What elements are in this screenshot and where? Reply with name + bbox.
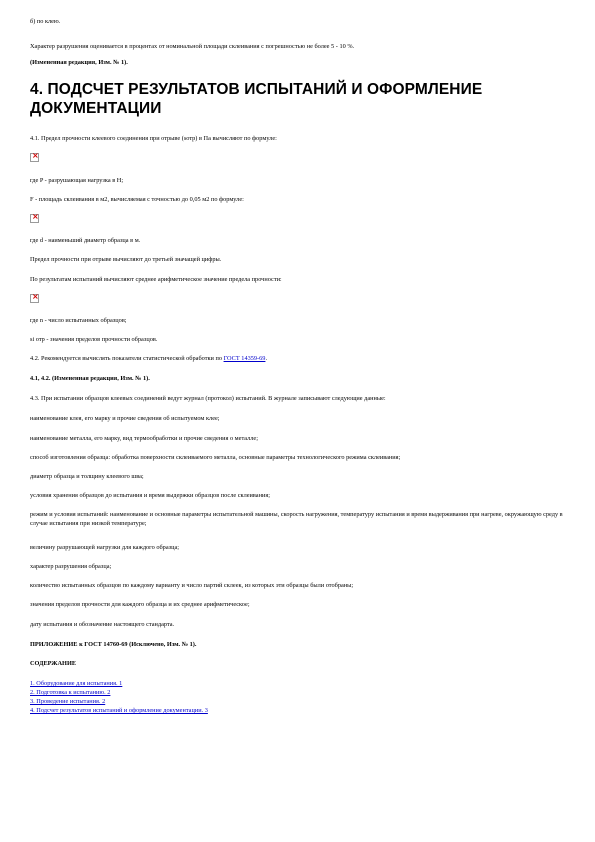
text-line: дату испытания и обозначение настоящего стандарта.	[30, 621, 175, 628]
text-line: 4.1. Предел прочности клеевого соединения при отрыве (sотр) в Па вычисляют по формуле:	[30, 135, 277, 142]
text-line: величину разрушающей нагрузки для каждого образца;	[30, 544, 180, 551]
toc-link-2[interactable]: 2. Подготовка к испытанию. 2	[30, 689, 111, 696]
section-heading: 4. ПОДСЧЕТ РЕЗУЛЬТАТОВ ИСПЫТАНИЙ И ОФОРМЛЕНИЕ ДОКУМЕНТАЦИИ	[30, 81, 483, 117]
broken-image-icon	[30, 294, 39, 303]
text-line: Характер разрушения оценивается в процентах от номинальной площади склеивания с погрешностью не более 5 - 10 %.	[30, 43, 355, 50]
text-line: где d - наименьший диаметр образца в м.	[30, 237, 141, 244]
toc-link-4[interactable]: 4. Подсчет результатов испытаний и оформление документации. 3	[30, 707, 208, 714]
text-line: наименование клея, его марку и прочие сведения об испытуемом клее;	[30, 415, 220, 422]
text-line	[30, 354, 565, 363]
text-line: si отр - значения пределов прочности образцов.	[30, 336, 158, 343]
text-fragment: .	[265, 355, 268, 362]
text-line: б) по клею.	[30, 18, 61, 25]
text-line: где n - число испытанных образцов;	[30, 317, 127, 324]
text-line: значения пределов прочности для каждого образца и их среднее арифметическое;	[30, 601, 250, 608]
gost-14359-link[interactable]: ГОСТ 14359-69	[223, 355, 266, 362]
broken-image-icon	[30, 214, 39, 223]
text-fragment: 4.2. Рекомендуется вычислять показатели статистической обработки по	[30, 355, 224, 362]
toc-link-3[interactable]: 3. Проведение испытания. 2	[30, 698, 106, 705]
text-line: количество испытанных образцов по каждому варианту и число партий склеек, из которых эти образцы были отобраны;	[30, 582, 354, 589]
text-line: где P - разрушающая нагрузка в Н;	[30, 177, 124, 184]
broken-image-icon	[30, 153, 39, 162]
text-line: Предел прочности при отрыве вычисляют до третьей значащей цифры.	[30, 256, 222, 263]
text-line: 4.3. При испытании образцов клеевых соединений ведут журнал (протокол) испытаний. В журнале записывают следующие данные:	[30, 395, 386, 402]
text-line: способ изготовления образца: обработка поверхности склеиваемого металла, основные параметры технологического режима склеивания;	[30, 454, 401, 461]
toc-link-1[interactable]: 1. Оборудование для испытания. 1	[30, 680, 123, 687]
text-line: условия хранения образцов до испытания и время выдержки образцов после склеивания;	[30, 492, 270, 499]
appendix-note: ПРИЛОЖЕНИЕ к ГОСТ 14760-69 (Исключено, Изм. № 1).	[30, 641, 197, 648]
text-line: режим и условия испытаний: наименование и основные параметры испытательной машины, скорость нагружения, температуру испытания и время выдерживания при нагреве, окружающую среду в случае испытания при низкой температуре;	[30, 511, 563, 527]
contents-title: СОДЕРЖАНИЕ	[30, 660, 77, 667]
text-line: F - площадь склеивания в м2, вычисляемая с точностью до 0,05 м2 по формуле:	[30, 196, 244, 203]
amendment-note: 4.1, 4.2. (Измененная редакция, Изм. № 1).	[30, 375, 150, 382]
table-of-contents	[30, 679, 208, 715]
text-line: По результатам испытаний вычисляют среднее арифметическое значение предела прочности:	[30, 276, 282, 283]
text-line: наименование металла, его марку, вид термообработки и прочие сведения о металле;	[30, 435, 258, 442]
text-line: диаметр образца и толщину клеевого шва;	[30, 473, 144, 480]
amendment-note: (Измененная редакция, Изм. № 1).	[30, 59, 128, 66]
text-line: характер разрушения образца;	[30, 563, 112, 570]
